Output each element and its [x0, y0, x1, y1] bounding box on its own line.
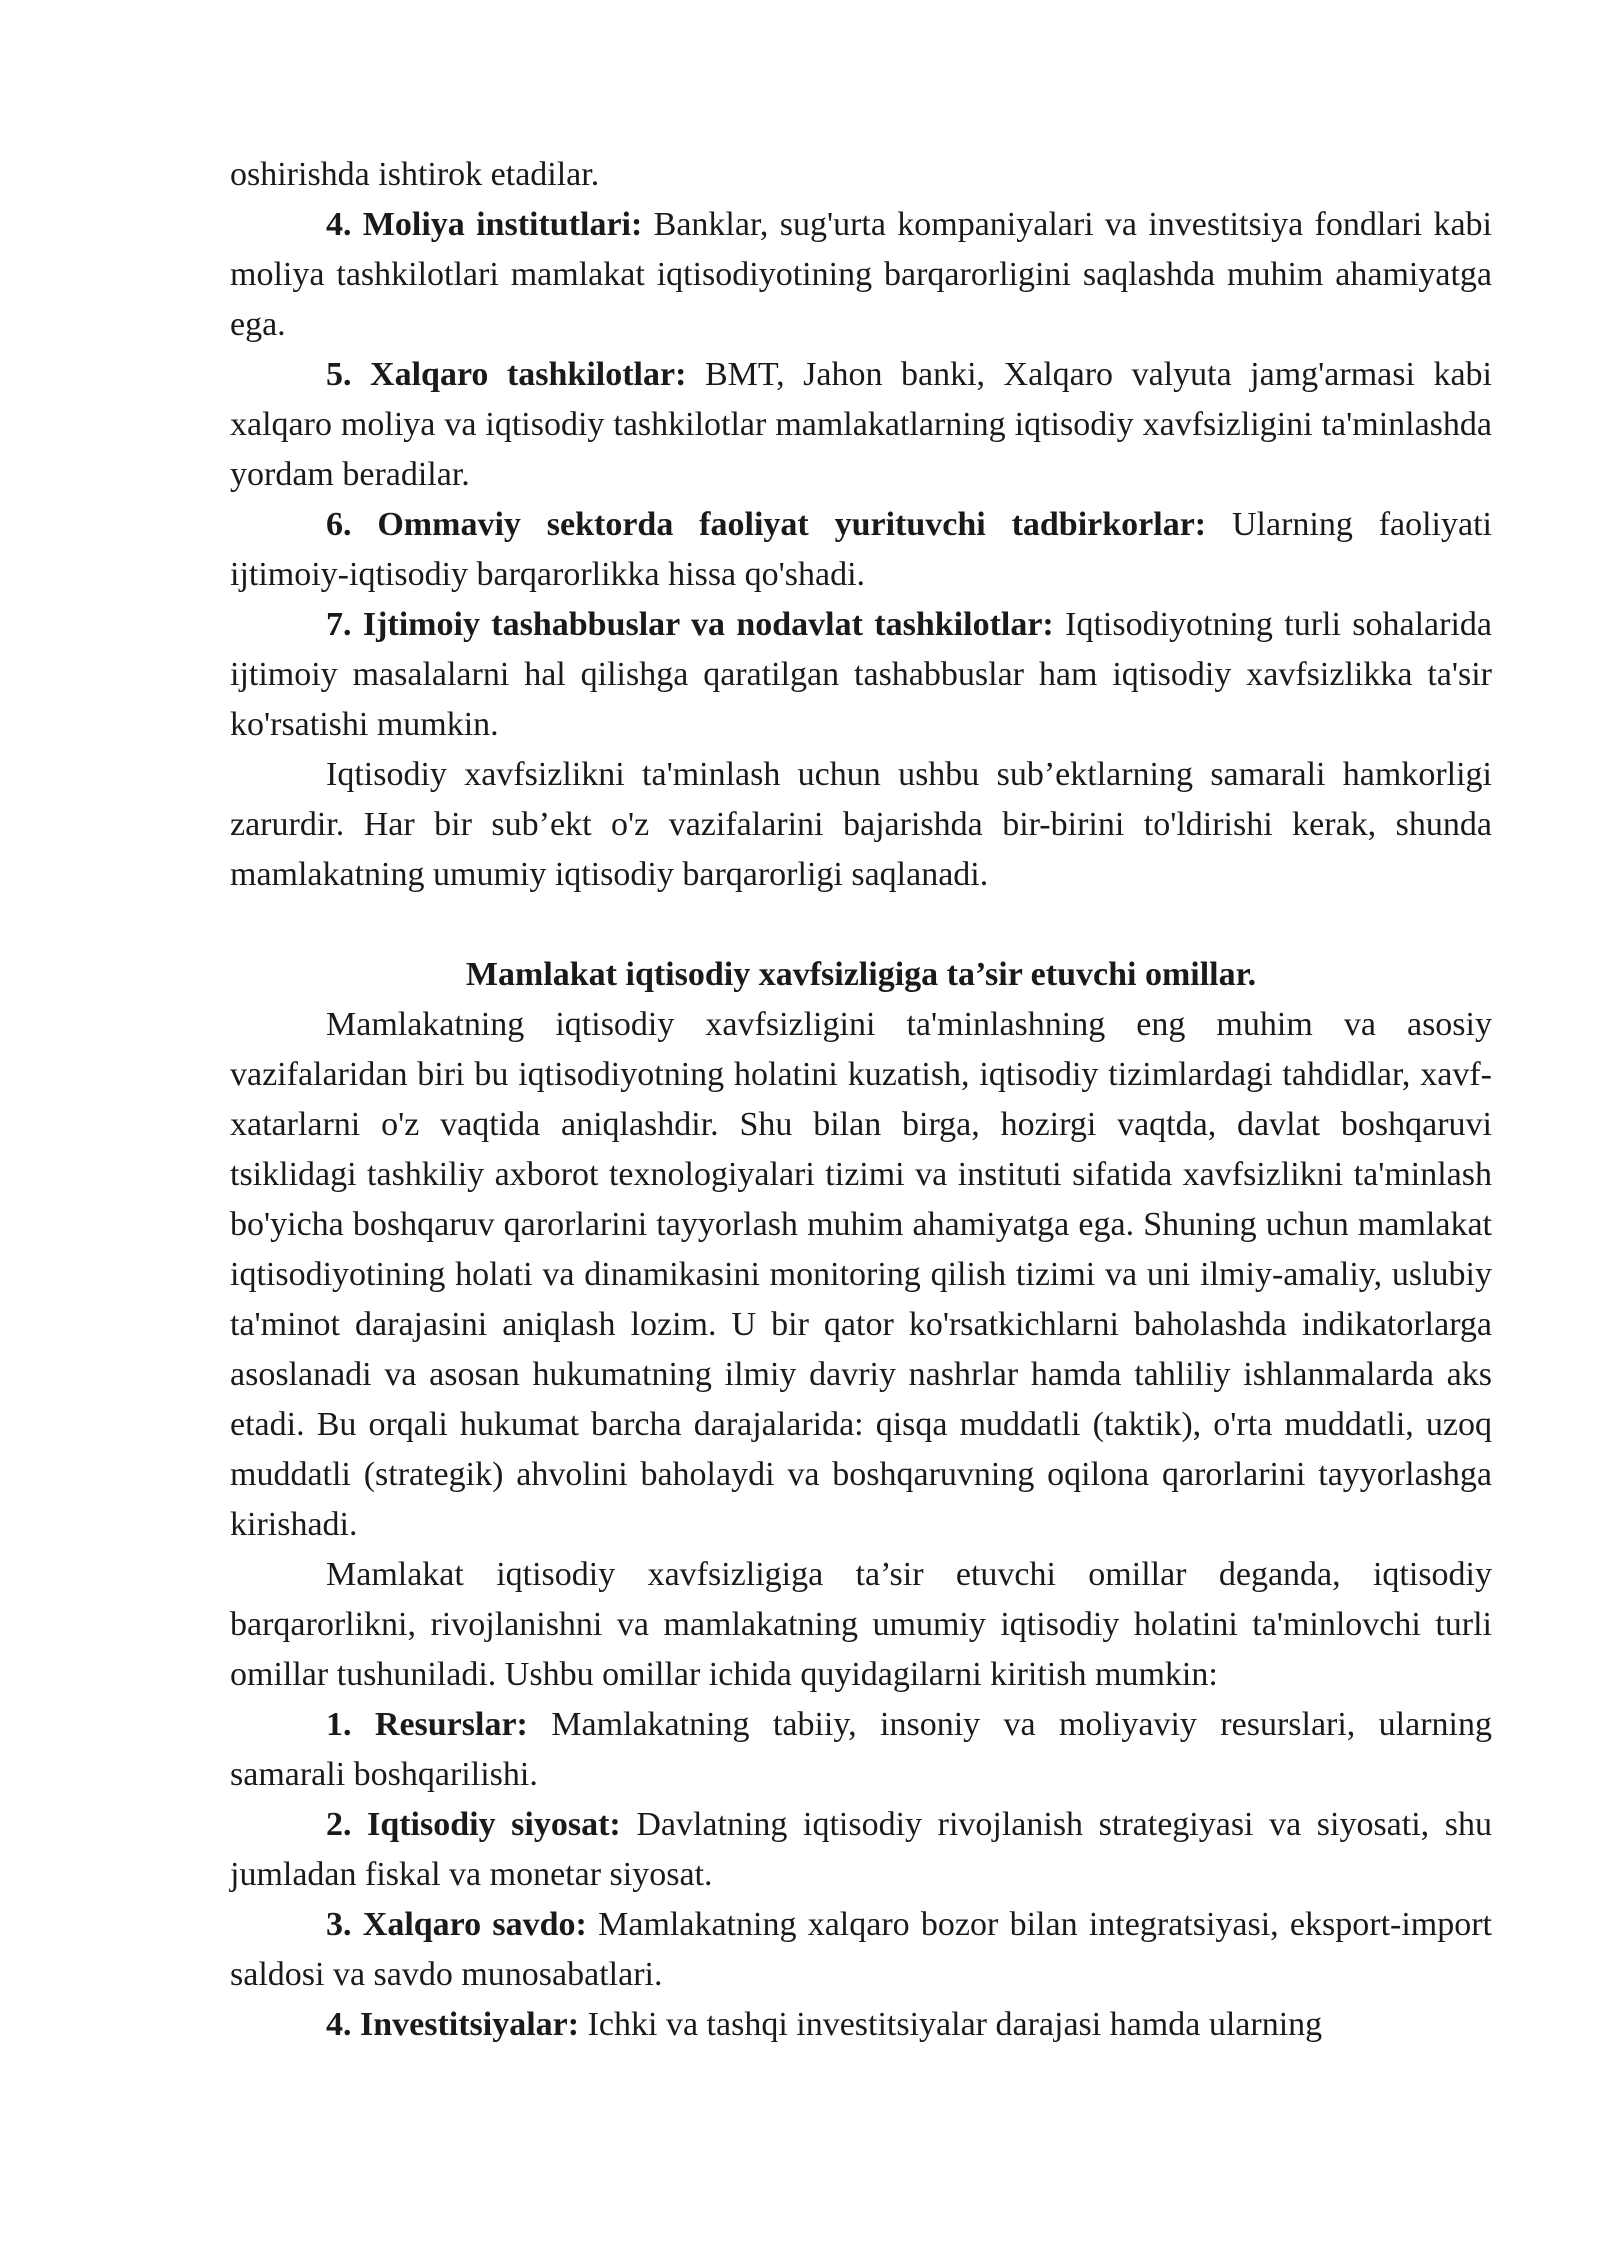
list-item-heading: 3. Xalqaro savdo:	[326, 1906, 587, 1943]
list-item-heading: 7. Ijtimoiy tashabbuslar va nodavlat tashkilotlar:	[326, 606, 1054, 643]
list-item-text: Ularning faoliyati ijtimoiy-iqtisodiy barqarorlikka hissa qo'shadi.	[230, 506, 1492, 593]
paragraph-text: Mamlakat iqtisodiy xavfsizligiga ta’sir etuvchi omillar deganda, iqtisodiy barqarorlikni, rivojlanishni va mamlakatning umumiy iqtisodiy holatini ta'minlovchi turli omillar tushuniladi. Ushbu omillar ichida quyidagilarni kiritish mumkin:	[230, 1556, 1492, 1693]
list-item-text: Iqtisodiyotning turli sohalarida ijtimoiy masalalarni hal qilishga qaratilgan tashabbuslar ham iqtisodiy xavfsizlikka ta'sir ko'rsatishi mumkin.	[230, 606, 1493, 743]
list-item-text: Davlatning iqtisodiy rivojlanish strategiyasi va siyosati, shu jumladan fiskal va monetar siyosat.	[230, 1806, 1492, 1893]
list-item-heading: 2. Iqtisodiy siyosat:	[326, 1806, 621, 1843]
list-item-text: BMT, Jahon banki, Xalqaro valyuta jamg'armasi kabi xalqaro moliya va iqtisodiy tashkilotlar mamlakatlarning iqtisodiy xavfsizligini ta'minlashda yordam beradilar.	[230, 356, 1492, 493]
list-item-resurslar	[230, 1700, 1492, 1800]
list-item-heading: 5. Xalqaro tashkilotlar:	[326, 356, 687, 393]
list-item-heading: 6. Ommaviy sektorda faoliyat yurituvchi tadbirkorlar:	[326, 506, 1207, 543]
list-item-text: Ichki va tashqi investitsiyalar darajasi hamda ularning	[579, 2006, 1323, 2043]
section-spacer	[230, 900, 1492, 950]
list-item-iqtisodiy-siyosat	[230, 1800, 1492, 1900]
list-item-text: Banklar, sug'urta kompaniyalari va investitsiya fondlari kabi moliya tashkilotlari mamlakat iqtisodiyotining barqarorligini saqlashda muhim ahamiyatga ega.	[230, 206, 1492, 343]
list-item-investitsiyalar	[230, 2000, 1492, 2050]
paragraph-monitoring	[230, 1000, 1492, 1550]
section-title: Mamlakat iqtisodiy xavfsizligiga ta’sir etuvchi omillar.	[465, 956, 1257, 993]
list-item-ijtimoiy-tashabbuslar	[230, 600, 1492, 750]
list-item-moliya-institutlari	[230, 200, 1492, 350]
paragraph-text: Mamlakatning iqtisodiy xavfsizligini ta'minlashning eng muhim va asosiy vazifalaridan biri bu iqtisodiyotning holatini kuzatish, iqtisodiy tizimlardagi tahdidlar, xavf-xatarlarni o'z vaqtida aniqlashdir. Shu bilan birga, hozirgi vaqtda, davlat boshqaruvi tsiklidagi tashkiliy axborot texnologiyalari tizimi va instituti sifatida xavfsizlikni ta'minlash bo'yicha boshqaruv qarorlarini tayyorlash muhim ahamiyatga ega. Shuning uchun mamlakat iqtisodiyotining holati va dinamikasini monitoring qilish tizimi va uni ilmiy-amaliy, uslubiy ta'minot darajasini aniqlash lozim. U bir qator ko'rsatkichlarni baholashda indikatorlarga asoslanadi va asosan hukumatning ilmiy davriy nashrlar hamda tahliliy ishlanmalarda aks etadi. Bu orqali hukumat barcha darajalarida: qisqa muddatli (taktik), o'rta muddatli, uzoq muddatli (strategik) ahvolini baholaydi va boshqaruvning oqilona qarorlarini tayyorlashga kirishadi.	[230, 1006, 1492, 1543]
paragraph-text: oshirishda ishtirok etadilar.	[230, 156, 600, 193]
list-item-heading: 1. Resurslar:	[326, 1706, 528, 1743]
list-item-xalqaro-savdo	[230, 1900, 1492, 2000]
paragraph-factors-intro	[230, 1550, 1492, 1700]
paragraph-continuation	[230, 150, 1492, 200]
list-item-text: Mamlakatning tabiiy, insoniy va moliyaviy resurslari, ularning samarali boshqarilishi.	[230, 1706, 1492, 1793]
list-item-text: Mamlakatning xalqaro bozor bilan integratsiyasi, eksport-import saldosi va savdo munosabatlari.	[230, 1906, 1492, 1993]
document-page	[230, 150, 1492, 2050]
paragraph-text: Iqtisodiy xavfsizlikni ta'minlash uchun ushbu sub’ektlarning samarali hamkorligi zarurdir. Har bir sub’ekt o'z vazifalarini bajarishda bir-birini to'ldirishi kerak, shunda mamlakatning umumiy iqtisodiy barqarorligi saqlanadi.	[230, 756, 1492, 893]
list-item-ommaviy-sektor	[230, 500, 1492, 600]
paragraph-summary	[230, 750, 1492, 900]
list-item-xalqaro-tashkilotlar	[230, 350, 1492, 500]
list-item-heading: 4. Moliya institutlari:	[326, 206, 643, 243]
list-item-heading: 4. Investitsiyalar:	[326, 2006, 580, 2043]
